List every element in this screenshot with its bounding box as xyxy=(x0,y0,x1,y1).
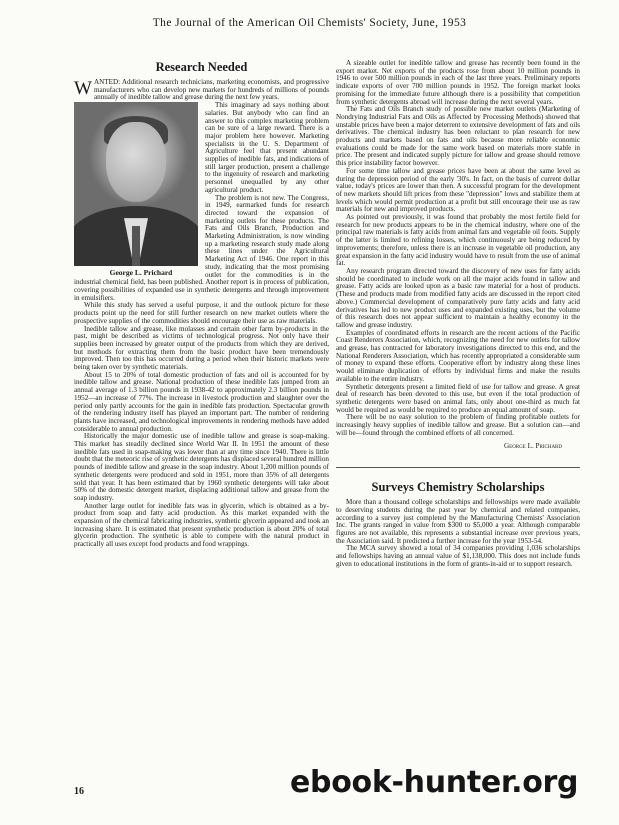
photo-caption: George L. Prichard xyxy=(109,268,173,278)
paragraph: George L. Prichard This imaginary ad says nothing about salaries. But anybody who can find an answer to this complex marketing problem can be sure of a large reward. There is a major problem here however. Marketing specialists in the U. S. Department of Agriculture feel that present abundant supplies of inedible fats, and indications of still larger production, present a challenge to the ingenuity of research and marketing personnel unequalled by any other agricultural product. xyxy=(74,102,329,194)
paragraph: Synthetic detergents present a limited field of use for tallow and grease. A great deal of research has been devoted to this use, but even if the total production of synthetic detergents were based on animal fats, only about one-third as much fat would be required as would be required to produce an equal amount of soap. xyxy=(336,382,580,414)
paragraph: The Fats and Oils Branch study of possible new market outlets (Marketing of Nondrying Industrial Fats and Oils as Affected by Processing Methods) showed that unstable prices have been a major deterrent to extensive development of fats and oils derivatives. The chemical industry has been reluctant to plan research for new products and markets based on fats and oils because more reliable economic evaluations could be made for the same work based on materials more stable in price. The present and indicated supply picture for tallow and grease should remove this price instability factor however. xyxy=(336,105,580,168)
paragraph: About 15 to 20% of total domestic production of fats and oil is accounted for by inedible tallow and grease. National production of these inedible fats jumped from an annual average of 1.3 billion pounds in 1938-42 to approximately 2.3 billion pounds in 1952—an increase of 77%. The increase in livestock production and slaughter over the period only partly accounts for the gain in inedible fats production. Spectacular growth of the rendering industry itself has played an important part. The number of rendering plants have increased, and technological improvements in rendering methods have added considerable to annual production. xyxy=(74,370,329,433)
paragraph: Examples of coordinated efforts in research are the recent actions of the Pacific Coast Renderers Association, which, recognizing the need for new outlets for tallow and grease, has contracted for laboratory investigations directed to this end, and the National Renderers Association, which has recently appropriated a considerable sum of money to expand these efforts. Cooperative effort by industry along these lines would eliminate duplication of efforts by individual firms and make the results available to the entire industry. xyxy=(336,328,580,383)
article2-title: Surveys Chemistry Scholarships xyxy=(371,480,545,495)
paragraph: There will be no easy solution to the problem of finding profitable outlets for increasingly heavy supplies of inedible tallow and grease. But a solution can—and will be—found through the combined efforts of all concerned. xyxy=(336,413,580,437)
paragraph: A sizeable outlet for inedible tallow and grease has recently been found in the export market. Net exports of the products rose from about 10 million pounds in 1946 to over 500 million pounds in each of the last three years. Preliminary reports indicate exports of over 700 million pounds in 1952. The foreign market looks promising for the immediate future although there is a possibility that competition from synthetic detergents abroad will increase during the next several years. xyxy=(336,60,580,106)
paragraph: For some time tallow and grease prices have been at about the same level as during the depression period of the early '30's. In fact, on the basis of current dollar value, today's prices are lower than then. A successful program for the development of new markets should lift prices from these "depression" lows and stabilize them at levels which would permit production at a profit but still encourage their use as raw materials for new and improved products. xyxy=(336,166,580,214)
paragraph: While this study has served a useful purpose, it and the outlook picture for these products point up the need for still further research on new market outlets where the prospective supplies of the commodities should encourage their use as raw materials. xyxy=(74,301,329,325)
section-divider xyxy=(336,467,580,468)
intro-paragraph: WANTED: Additional research technicians, marketing economists, and progressive manufacturers who can develop new markets for hundreds of millions of pounds annually of inedible tallow and grease during the next few years. xyxy=(74,78,329,102)
left-column xyxy=(74,60,329,765)
drop-cap: W xyxy=(74,78,92,99)
right-column xyxy=(336,60,580,775)
paragraph: Historically the major domestic use of inedible tallow and grease is soap-making. This market has steadily declined since World War II. In 1951 the amount of these inedible fats used in soap-making was lower than at any time since 1940. There is little doubt that the meteoric rise of synthetic detergents has displaced several hundred million pounds of inedible tallow and grease in the soap industry. About 1,200 million pounds of synthetic detergents were produced and sold in 1951, more than 35% of all detergents sold that year. It has been estimated that by 1960 synthetic detergents will take about 50% of the domestic detergent market, displacing additional tallow and grease from the soap industry. xyxy=(74,432,329,502)
author-signature: George L. Prichard xyxy=(503,442,562,451)
paragraph: Another large outlet for inedible fats was in glycerin, which is obtained as a by-product from soap and fatty acid production. As this market expanded with the expansion of the chemical fabricating industries, synthetic glycerin appeared and took an increasing share. It is estimated that present synthetic production is about 20% of total glycerin production. The synthetic is able to compete with the natural product in practically all uses except food products and food wrappings. xyxy=(74,501,329,549)
journal-header: The Journal of the American Oil Chemists' Society, June, 1953 xyxy=(152,17,467,29)
paragraph: The MCA survey showed a total of 34 companies providing 1,036 scholarships and fellowships having an annual value of $1,138,000. This does not include funds given to educational institutions in the form of grants-in-aid or to support research. xyxy=(336,544,580,568)
author-photo xyxy=(74,102,198,266)
watermark: ebook-hunter.org xyxy=(290,765,579,800)
paragraph: The problem is not new. The Congress, in 1949, earmarked funds for research directed toward the expansion of marketing outlets for these products. The Fats and Oils Branch, Production and Marketing Administration, is now winding up a marketing research study made along these lines under the Agricultural Marketing Act of 1946. One report in this study, indicating that the most promising outlet for the commodities is in the industrial chemical field, has been published. Another report is in process of publication, covering possibilities of expanded use in synthetic detergents and through improvement in emulsifiers. xyxy=(74,193,329,302)
article-title: Research Needed xyxy=(155,60,248,74)
paragraph: As pointed out previously, it was found that probably the most fertile field for research for new products appears to be in the chemical industry, where one of the principal raw materials is fatty acids from animal fats and vegetable oil foots. Supply of the latter is limited to refining losses, which continuously are being reduced by improvements; therefore, unless there is an increase in vegetable oil production, any great expansion in the fatty acid industry would have to result from the use of animal fat. xyxy=(336,213,580,268)
paragraph: Inedible tallow and grease, like molasses and certain other farm by-products in the past, might be described as victims of technological progress. Not only have their supplies been increased by greater output of the products from which they are derived, but methods for extracting them from the basic product have been tremendously improved. Then too this has occurred during a period when their historic markets were being taken over by synthetic materials. xyxy=(74,324,329,372)
author-photo-block xyxy=(74,102,198,277)
paragraph: More than a thousand college scholarships and fellowships were made available to deserving students during the past year by chemical and related companies, according to a survey just completed by the Manufacturing Chemists' Association Inc. The grants ranged in value from $300 to $5,000 a year. Although comparable figures are not available, this represents a substantial increase over previous years, the Association said. It predicted a further increase for the year 1953-54. xyxy=(336,498,580,545)
paragraph: Any research program directed toward the discovery of new uses for fatty acids should be coordinated to include work on all the major acids found in tallow and grease. Fatty acids are looked upon as a basic raw material for a host of products. (These and products made from modified fatty acids are discussed in the report cited above.) Commercial development of comparatively pure fatty acids and fatty acid derivatives has led to new product uses and expanded existing uses, but the volume of this research does not appear sufficient to maintain a healthy economy in the tallow and grease industry. xyxy=(336,266,580,329)
page-number: 16 xyxy=(74,786,84,797)
